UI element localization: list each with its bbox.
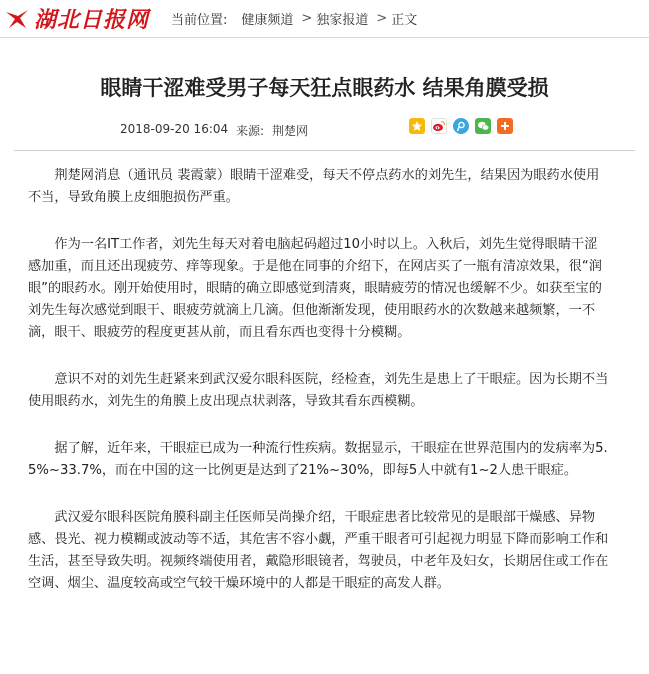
- breadcrumb-current: 正文: [391, 13, 418, 28]
- breadcrumb-separator: >: [301, 11, 313, 26]
- location-label: 当前位置:: [171, 13, 228, 28]
- wechat-icon[interactable]: [475, 118, 491, 134]
- breadcrumb-health-channel[interactable]: 健康频道: [241, 13, 294, 28]
- article-date: 2018-09-20 16:04: [120, 122, 229, 136]
- article-meta: [0, 118, 649, 142]
- logo-text: 湖北日报网: [34, 7, 150, 33]
- qzone-icon[interactable]: [409, 118, 425, 134]
- logo-bird-icon: [4, 6, 30, 32]
- article-paragraph: 据了解，近年来，干眼症已成为一种流行性疾病。数据显示，干眼症在世界范围内的发病率为5.5%~33.7%，而在中国的这一比例更是达到了21%~30%，即每5人中就有1~2人患干眼症。: [28, 441, 608, 478]
- site-header: [0, 0, 649, 38]
- article-paragraph: 荆楚网消息（通讯员 裴霞蒙）眼睛干涩难受，每天不停点药水的刘先生，结果因为眼药水使用不当，导致角膜上皮细胞损伤严重。: [28, 168, 600, 205]
- title-divider: [14, 150, 635, 151]
- article-paragraph: 意识不对的刘先生赶紧来到武汉爱尔眼科医院，经检查，刘先生是患上了干眼症。因为长期不当使用眼药水，刘先生的角膜上皮出现点状剥落，导致其看东西模糊。: [28, 372, 609, 409]
- more-share-icon[interactable]: [497, 118, 513, 134]
- breadcrumb: [171, 9, 417, 28]
- article-title: 眼睛干涩难受男子每天狂点眼药水 结果角膜受损: [100, 76, 549, 100]
- source-label: 来源:: [236, 124, 265, 138]
- article-source: 荆楚网: [272, 124, 309, 138]
- breadcrumb-exclusive-report[interactable]: 独家报道: [316, 13, 369, 28]
- tencent-weibo-icon[interactable]: [453, 118, 469, 134]
- weibo-icon[interactable]: [431, 118, 447, 134]
- share-bar: [409, 118, 519, 134]
- breadcrumb-separator: >: [376, 11, 388, 26]
- article-paragraph: 作为一名IT工作者，刘先生每天对着电脑起码超过10小时以上。入秋后，刘先生觉得眼睛干涩感加重，而且还出现疲劳、痒等现象。于是他在同事的介绍下，在网店买了一瓶有清凉效果，很“润眼”的眼药水。刚开始使用时，眼睛的确立即感觉到清爽，眼睛疲劳的情况也缓解不少。如获至宝的刘先生每次感觉到眼干、眼疲劳就滴上几滴。但他渐渐发现，使用眼药水的次数越来越频繁，一不滴，眼干、眼疲劳的程度更甚从前，而且看东西也变得十分模糊。: [28, 237, 602, 340]
- article-body: [0, 165, 649, 595]
- site-logo[interactable]: [4, 0, 149, 38]
- article-paragraph: 武汉爱尔眼科医院角膜科副主任医师吴尚操介绍，干眼症患者比较常见的是眼部干燥感、异物感、畏光、视力模糊或波动等不适，其危害不容小觑，严重干眼者可引起视力明显下降而影响工作和生活，甚至导致失明。视频终端使用者，戴隐形眼镜者，驾驶员，中老年及妇女，长期居住或工作在空调、烟尘、温度较高或空气较干燥环境中的人都是干眼症的高发人群。: [28, 510, 609, 591]
